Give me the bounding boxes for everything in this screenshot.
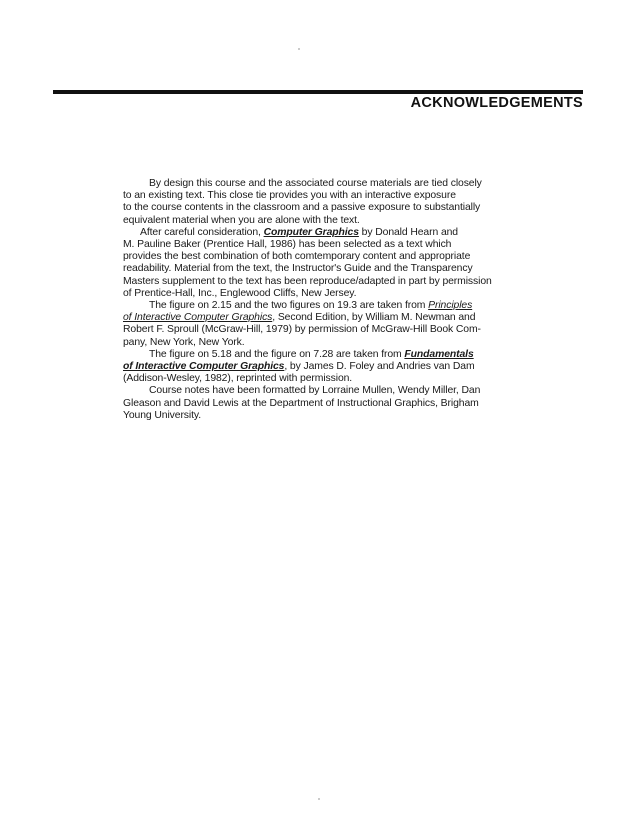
book-title-fundamentals: Fundamentals bbox=[404, 348, 474, 360]
paragraph-5-line: Course notes have been formatted by Lorraine Mullen, Wendy Miller, Dan bbox=[149, 385, 481, 397]
paragraph-3-line: Robert F. Sproull (McGraw-Hill, 1979) by permission of McGraw-Hill Book Com- bbox=[123, 324, 481, 336]
paragraph-1-line: to an existing text. This close tie provides you with an interactive exposure bbox=[123, 190, 456, 202]
text-run: After careful consideration, bbox=[140, 226, 264, 238]
paragraph-2-line: Masters supplement to the text has been reproduce/adapted in part by permission bbox=[123, 275, 492, 287]
text-run: , Second Edition, by William M. Newman and bbox=[272, 312, 476, 324]
paragraph-3-line: pany, New York, New York. bbox=[123, 336, 245, 348]
scan-speck bbox=[318, 798, 320, 800]
book-title-principles-cont: of Interactive Computer Graphics bbox=[123, 312, 273, 324]
paragraph-2-line: of Prentice-Hall, Inc., Englewood Cliffs, New Jersey. bbox=[123, 287, 357, 299]
paragraph-2-line: M. Pauline Baker (Prentice Hall, 1986) has been selected as a text which bbox=[123, 239, 452, 251]
paragraph-4-line bbox=[123, 349, 503, 361]
text-run: by Donald Hearn and bbox=[358, 226, 458, 238]
book-title-fundamentals-cont: of Interactive Computer Graphics bbox=[123, 361, 285, 373]
paragraph-3-line bbox=[123, 300, 503, 312]
text-run: The figure on 5.18 and the figure on 7.28 are taken from bbox=[149, 348, 405, 360]
paragraph-1-line: equivalent material when you are alone with the text. bbox=[123, 214, 360, 226]
paragraph-2-line: provides the best combination of both comtemporary content and appropriate bbox=[123, 251, 471, 263]
paragraph-2-line: readability. Material from the text, the Instructor's Guide and the Transparency bbox=[123, 263, 473, 275]
book-title-computer-graphics: Computer Graphics bbox=[263, 226, 359, 238]
paragraph-5-line: Young University. bbox=[123, 409, 202, 421]
paragraph-5-line: Gleason and David Lewis at the Department of Instructional Graphics, Brigham bbox=[123, 397, 479, 409]
paragraph-3-line bbox=[123, 312, 503, 324]
paragraph-4-line bbox=[123, 361, 503, 373]
header-rule bbox=[53, 90, 583, 94]
paragraph-2-line bbox=[123, 227, 503, 239]
book-title-principles: Principles bbox=[428, 300, 473, 312]
paragraph-4-line: (Addison-Wesley, 1982), reprinted with permission. bbox=[123, 373, 353, 385]
text-run: , by James D. Foley and Andries van Dam bbox=[284, 361, 475, 373]
scan-speck bbox=[298, 48, 300, 50]
page-title: ACKNOWLEDGEMENTS bbox=[410, 95, 583, 111]
paragraph-1-line: to the course contents in the classroom and a passive exposure to substantially bbox=[123, 202, 481, 214]
acknowledgements-body bbox=[123, 178, 503, 422]
text-run: The figure on 2.15 and the two figures on 19.3 are taken from bbox=[149, 300, 429, 312]
paragraph-1-line: By design this course and the associated course materials are tied closely bbox=[149, 178, 482, 189]
